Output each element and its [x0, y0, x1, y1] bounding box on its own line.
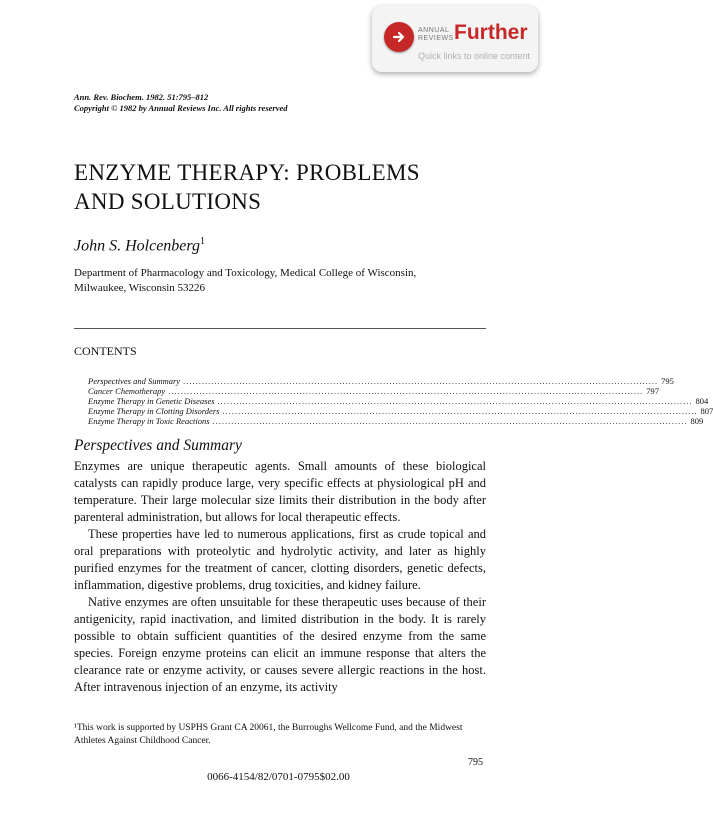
- author: [74, 236, 205, 255]
- toc-leader: ........................................................................................................................................................: [217, 396, 693, 406]
- affiliation-line1: Department of Pharmacology and Toxicology, Medical College of Wisconsin,: [74, 267, 417, 279]
- title-line2: AND SOLUTIONS: [74, 189, 262, 214]
- toc-label: Enzyme Therapy in Toxic Reactions: [88, 416, 210, 426]
- toc-page: 804: [695, 396, 709, 406]
- toc-leader: ........................................................................................................................................................: [168, 386, 644, 396]
- toc-label: Enzyme Therapy in Clotting Disorders: [88, 406, 220, 416]
- table-of-contents: [88, 376, 713, 426]
- badge-reviews: REVIEWS: [418, 35, 454, 42]
- badge-subtitle[interactable]: Quick links to online content: [418, 51, 531, 61]
- footnote: ¹This work is supported by USPHS Grant CA 20061, the Burroughs Wellcome Fund, and the Midwest Athletes Against Childhood Cancer.: [74, 723, 463, 746]
- toc-item[interactable]: [88, 376, 674, 386]
- toc-label: Enzyme Therapy in Genetic Diseases: [88, 396, 215, 406]
- page-number: 795: [468, 757, 483, 768]
- badge-annual-reviews: [418, 27, 454, 43]
- citation-line1: Ann. Rev. Biochem. 1982. 51:795–812: [74, 92, 209, 102]
- badge-further: Further: [454, 21, 528, 44]
- affiliation: [74, 266, 416, 296]
- toc-label: Cancer Chemotherapy: [88, 386, 166, 396]
- paragraph: These properties have led to numerous applications, first as crude topical and oral preparations with proteolytic and hydrolytic activity, and later as highly purified enzymes for the treatment of cancer, clotting disorders, genetic defects, inflammation, digestive problems, drug toxicities, and kidney failure.: [74, 527, 486, 592]
- citation-line2: Copyright © 1982 by Annual Reviews Inc. All rights reserved: [74, 103, 288, 113]
- citation: [74, 92, 288, 114]
- toc-leader: ........................................................................................................................................................: [222, 406, 698, 416]
- paragraph: Native enzymes are often unsuitable for these therapeutic uses because of their antigenicity, rapid inactivation, and limited distribution in the body. It is rarely possible to obtain sufficient quantities of the desired enzyme from the same species. Foreign enzyme proteins can elicit an immune response that alters the clearance rate or enzyme activity, or causes severe allergic reactions in the host. After intravenous injection of an enzyme, its activity: [74, 595, 486, 694]
- badge-annual: ANNUAL: [418, 27, 450, 34]
- further-logo-icon: [384, 22, 414, 52]
- author-name: John S. Holcenberg: [74, 237, 201, 255]
- arrow-icon: [391, 29, 407, 45]
- paragraph: Enzymes are unique therapeutic agents. Small amounts of these biological catalysts can rapidly produce large, very specific effects at physiological pH and temperature. Their large molecular size limits their distribution in the body after parenteral administration, but allows for local therapeutic effects.: [74, 459, 486, 524]
- article-title: [74, 158, 420, 216]
- body-text: [74, 458, 486, 696]
- toc-leader: ........................................................................................................................................................: [212, 416, 688, 426]
- toc-leader: ........................................................................................................................................................: [183, 376, 659, 386]
- affiliation-line2: Milwaukee, Wisconsin 53226: [74, 282, 206, 294]
- toc-label: Perspectives and Summary: [88, 376, 181, 386]
- contents-heading: CONTENTS: [74, 344, 137, 358]
- toc-page: 807: [700, 406, 713, 416]
- toc-page: 809: [690, 416, 704, 426]
- toc-item[interactable]: [88, 396, 709, 406]
- article-code: 0066-4154/82/0701-0795$02.00: [207, 771, 350, 783]
- section-heading: Perspectives and Summary: [74, 437, 242, 454]
- title-line1: ENZYME THERAPY: PROBLEMS: [74, 160, 420, 185]
- toc-item[interactable]: [88, 416, 704, 426]
- annual-reviews-further-badge[interactable]: [372, 6, 538, 72]
- toc-page: 797: [646, 386, 659, 396]
- divider: [74, 328, 486, 329]
- author-footnote-mark: 1: [200, 236, 206, 247]
- toc-item[interactable]: [88, 386, 659, 396]
- toc-item[interactable]: [88, 406, 713, 416]
- toc-page: 795: [661, 376, 674, 386]
